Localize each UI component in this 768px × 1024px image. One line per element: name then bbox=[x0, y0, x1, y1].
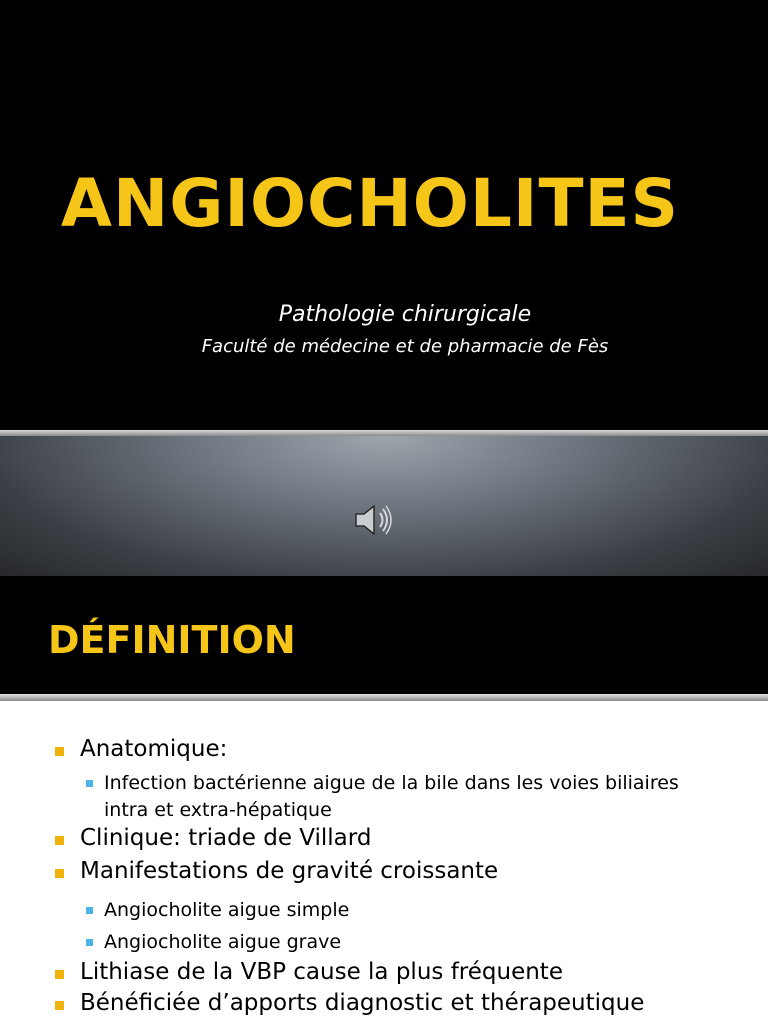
section-heading: DÉFINITION bbox=[48, 618, 296, 662]
definition-content bbox=[0, 701, 768, 1024]
bullet-text: Manifestations de gravité croissante bbox=[80, 858, 499, 884]
sub-bullet-text: Angiocholite aigue simple bbox=[104, 899, 350, 921]
bullet-marker bbox=[55, 1001, 64, 1010]
bullet-marker bbox=[55, 836, 64, 845]
slide-subtitle: Pathologie chirurgicale bbox=[278, 302, 532, 327]
bullet-text: Clinique: triade de Villard bbox=[80, 825, 372, 851]
speaker-icon[interactable] bbox=[352, 500, 396, 540]
bullet-marker bbox=[55, 869, 64, 878]
sub-bullet-text: Infection bactérienne aigue de la bile dans les voies biliaires intra et extra-hépatique bbox=[104, 772, 679, 821]
bullet-marker bbox=[55, 970, 64, 979]
title-slide bbox=[0, 0, 768, 430]
slide-title: ANGIOCHOLITES bbox=[60, 165, 680, 242]
bullet-text: Lithiase de la VBP cause la plus fréquente bbox=[80, 959, 563, 985]
bullet-text: Bénéficiée d’apports diagnostic et thérapeutique bbox=[80, 990, 645, 1016]
sub-bullet-marker bbox=[86, 907, 93, 914]
sub-bullet-marker bbox=[86, 939, 93, 946]
institution-name: Faculté de médecine et de pharmacie de Fès bbox=[201, 336, 609, 357]
bullet-text: Anatomique: bbox=[80, 736, 228, 762]
slide-divider bbox=[0, 694, 768, 701]
sub-bullet-text: Angiocholite aigue grave bbox=[104, 931, 342, 953]
sub-bullet-marker bbox=[86, 780, 93, 787]
bullet-marker bbox=[55, 747, 64, 756]
